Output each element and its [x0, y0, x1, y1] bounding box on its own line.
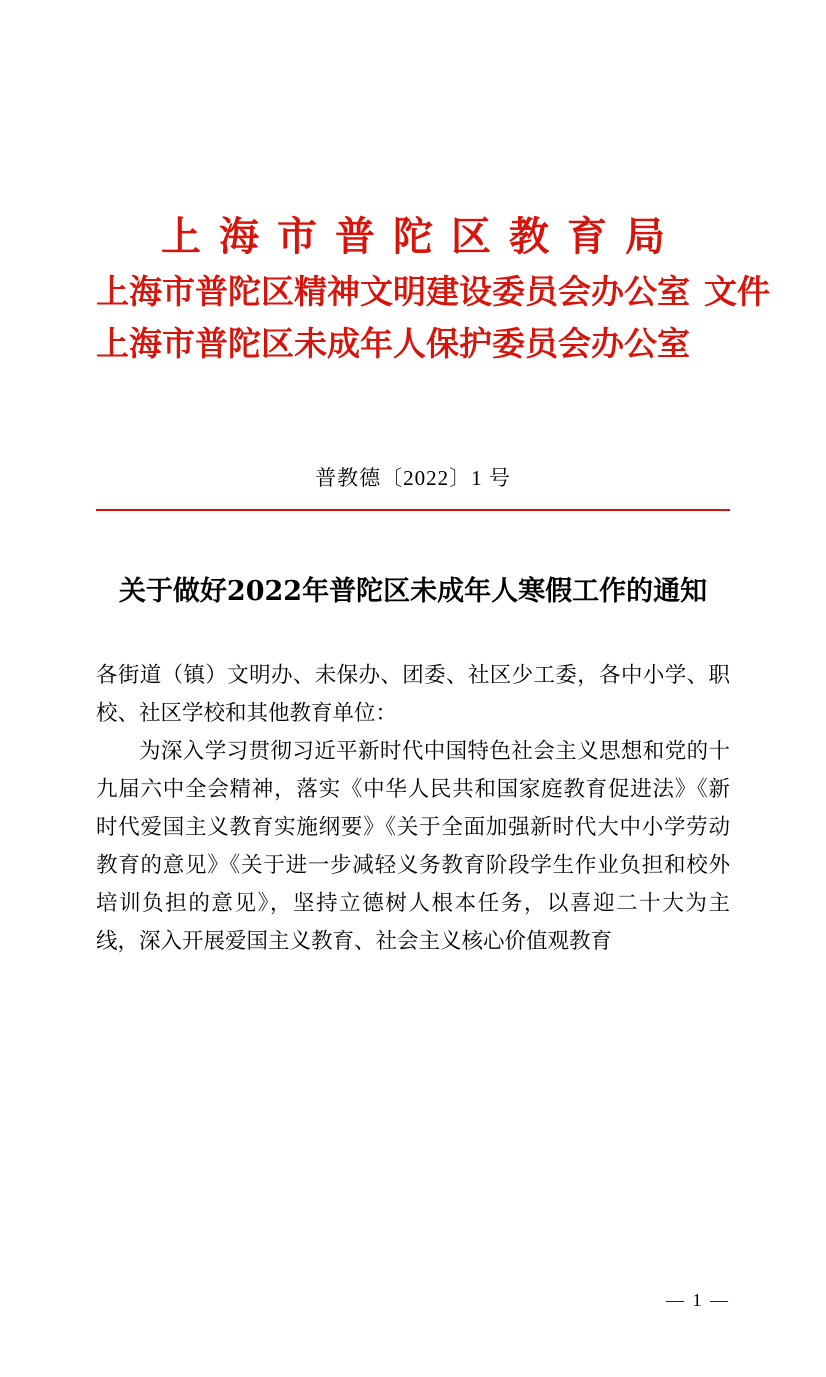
document-number: 普教德〔2022〕1 号 — [315, 466, 511, 490]
document-page — [0, 208, 826, 1377]
red-divider-rule — [96, 509, 730, 511]
page-number-footer: — 1 — — [666, 1290, 730, 1310]
body-paragraph: 为深入学习贯彻习近平新时代中国特色社会主义思想和党的十九届六中全会精神，落实《中华人民共和国家庭教育促进法》《新时代爱国主义教育实施纲要》《关于全面加强新时代大中小学劳动教育的意见》《关于进一步减轻义务教育阶段学生作业负担和校外培训负担的意见》，坚持立德树人根本任务，以喜迎二十大为主线，深入开展爱国主义教育、社会主义核心价值观教育 — [96, 739, 730, 953]
masthead-line-1: 上海市普陀区教育局 — [161, 213, 683, 260]
document-title: 关于做好2022年普陀区未成年人寒假工作的通知 — [118, 576, 708, 607]
masthead-line-3: 上海市普陀区未成年人保护委员会办公室 — [96, 324, 690, 363]
salutation: 各街道（镇）文明办、未保办、团委、社区少工委，各中小学、职校、社区学校和其他教育单位： — [96, 663, 730, 725]
masthead-line-2 — [96, 266, 770, 318]
masthead-line-2-text: 上海市普陀区精神文明建设委员会办公室 — [96, 272, 690, 311]
masthead — [96, 208, 770, 370]
masthead-document-word: 文件 — [704, 272, 770, 311]
